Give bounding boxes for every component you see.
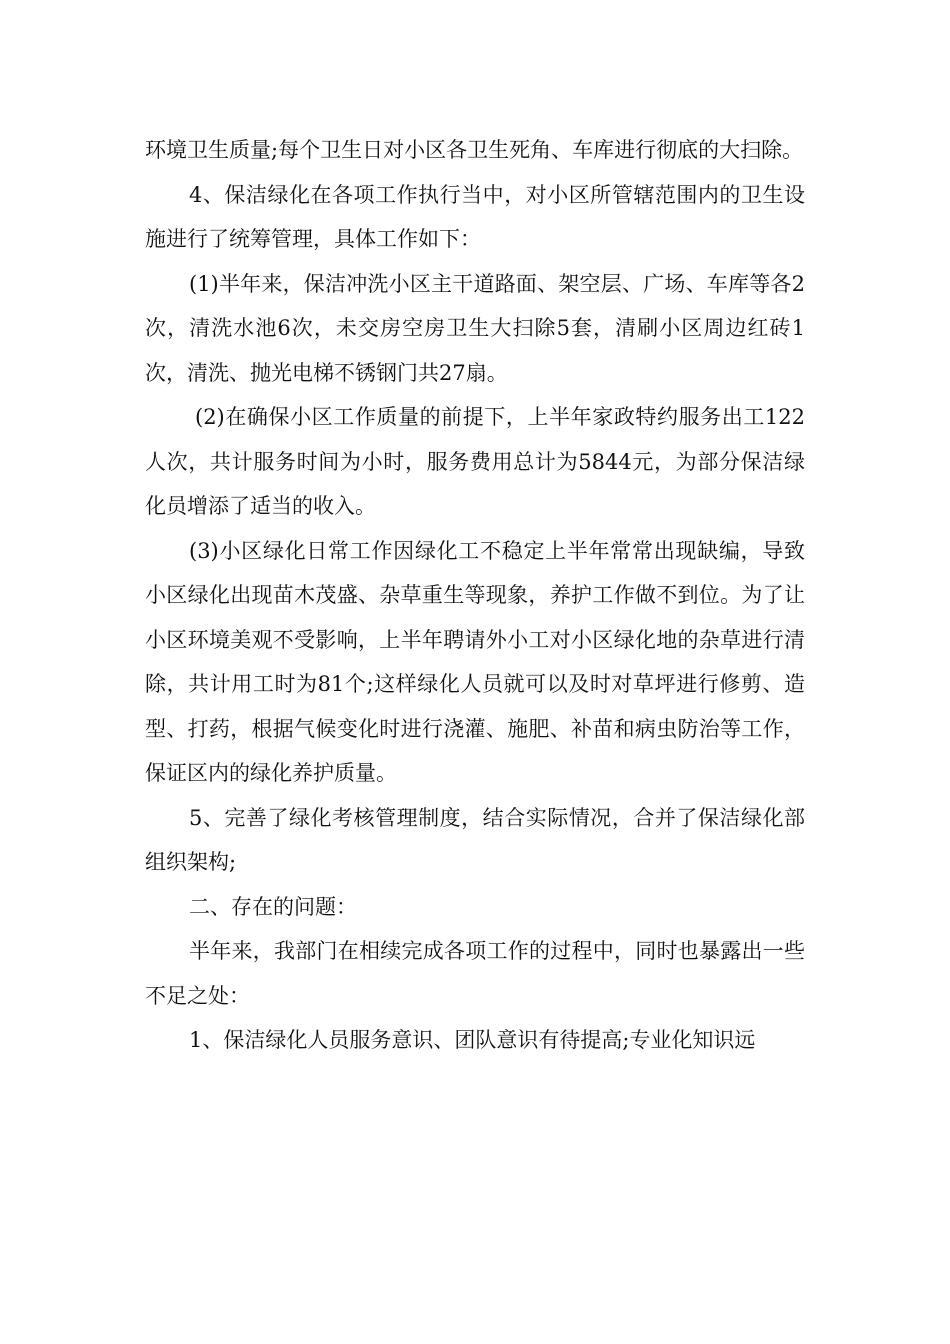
paragraph-item-5: 5、完善了绿化考核管理制度，结合实际情况，合并了保洁绿化部组织架构; bbox=[145, 805, 805, 874]
paragraph-subitem-1: (1)半年来，保洁冲洗小区主干道路面、架空层、广场、车库等各2次，清洗水池6次，未交房空房卫生大扫除5套，清刷小区周边红砖1次，清洗、抛光电梯不锈钢门共27扇。 bbox=[145, 271, 805, 385]
paragraph-problems-intro: 半年来，我部门在相续完成各项工作的过程中，同时也暴露出一些不足之处： bbox=[145, 939, 805, 1008]
paragraph-subitem-3: (3)小区绿化日常工作因绿化工不稳定上半年常常出现缺编，导致小区绿化出现苗木茂盛、杂草重生等现象，养护工作做不到位。为了让小区环境美观不受影响，上半年聘请外小工对小区绿化地的杂草进行清除，共计用工时为81个;这样绿化人员就可以及时对草坪进行修剪、造型、打药，根据气候变化时进行浇灌、施肥、补苗和病虫防治等工作，保证区内的绿化养护质量。 bbox=[145, 538, 805, 785]
paragraph-problem-1: 1、保洁绿化人员服务意识、团队意识有待提高;专业化知识远 bbox=[189, 1028, 756, 1052]
section-heading-problems: 二、存在的问题： bbox=[189, 894, 357, 919]
paragraph-subitem-2: (2)在确保小区工作质量的前提下，上半年家政特约服务出工122人次，共计服务时间为小时，服务费用总计为5844元，为部分保洁绿化员增添了适当的收入。 bbox=[145, 405, 805, 518]
paragraph-continuation: 环境卫生质量;每个卫生日对小区各卫生死角、车库进行彻底的大扫除。 bbox=[145, 138, 804, 162]
document-body bbox=[145, 128, 805, 1063]
paragraph-item-4: 4、保洁绿化在各项工作执行当中，对小区所管辖范围内的卫生设施进行了统筹管理，具体工作如下： bbox=[145, 182, 805, 251]
